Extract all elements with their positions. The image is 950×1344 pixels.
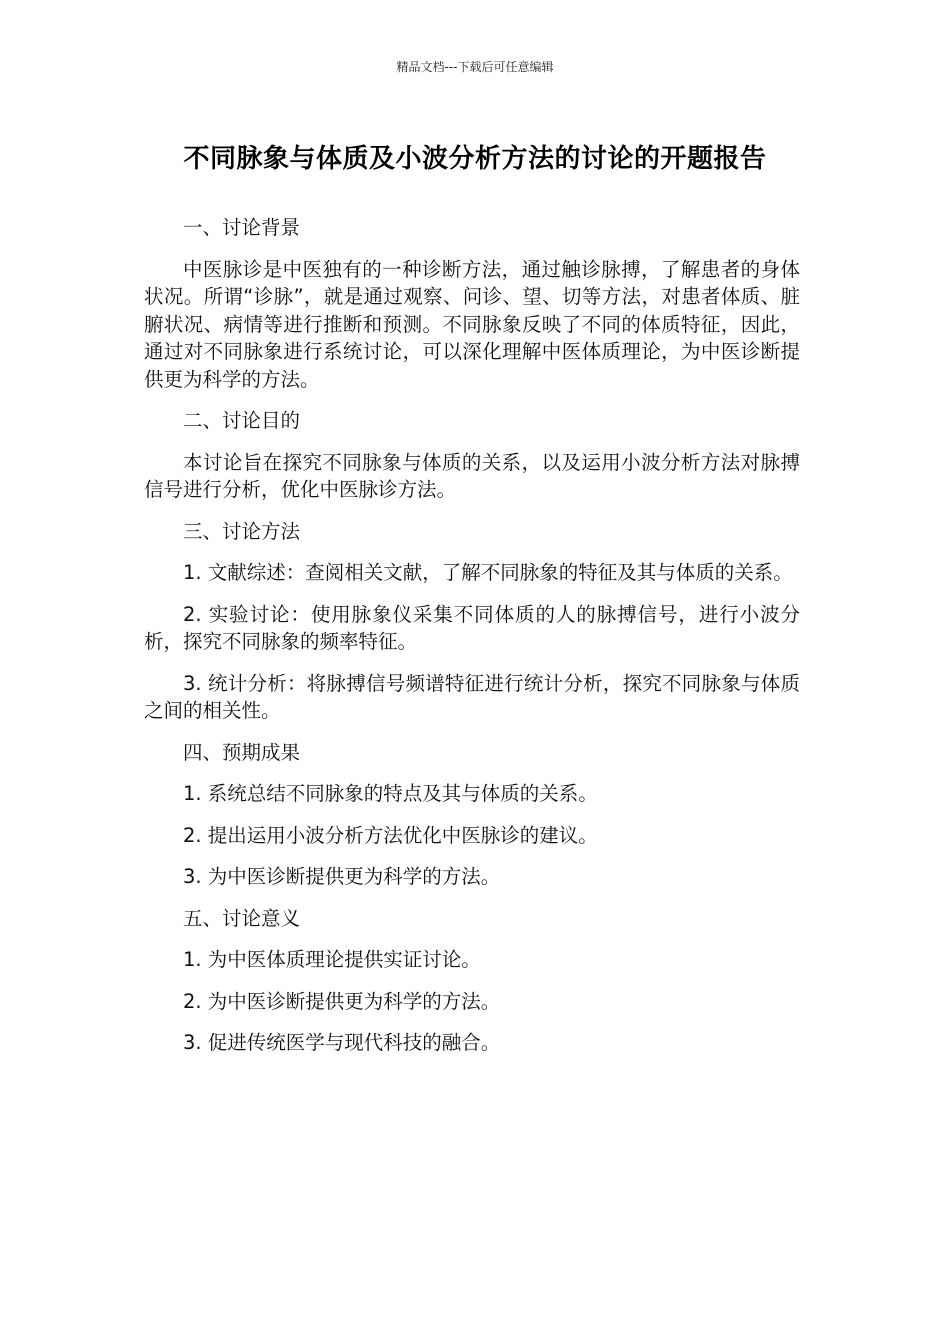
- list-item-significance-3: 3. 促进传统医学与现代科技的融合。: [183, 1031, 501, 1054]
- paragraph-purpose: 本讨论旨在探究不同脉象与体质的关系，以及运用小波分析方法对脉搏信号进行分析，优化中医脉诊方法。: [144, 450, 800, 501]
- list-item-method-3: 3. 统计分析：将脉搏信号频谱特征进行统计分析，探究不同脉象与体质之间的相关性。: [144, 671, 800, 722]
- section-heading-expected-results: 四、预期成果: [183, 740, 301, 764]
- document-title: 不同脉象与体质及小波分析方法的讨论的开题报告: [183, 144, 767, 174]
- list-item-method-1: 1. 文献综述：查阅相关文献，了解不同脉象的特征及其与体质的关系。: [183, 561, 793, 584]
- list-item-significance-1: 1. 为中医体质理论提供实证讨论。: [183, 948, 481, 971]
- list-item-result-3: 3. 为中医诊断提供更为科学的方法。: [183, 865, 501, 888]
- list-item-result-1: 1. 系统总结不同脉象的特点及其与体质的关系。: [183, 782, 598, 805]
- section-heading-purpose: 二、讨论目的: [183, 409, 301, 432]
- section-heading-background: 一、讨论背景: [183, 216, 301, 239]
- document-body: [144, 214, 800, 1071]
- list-item-method-2: 2. 实验讨论：使用脉象仪采集不同体质的人的脉搏信号，进行小波分析，探究不同脉象的频率特征。: [144, 602, 800, 653]
- list-item-significance-2: 2. 为中医诊断提供更为科学的方法。: [183, 989, 501, 1013]
- paragraph-background: 中医脉诊是中医独有的一种诊断方法，通过触诊脉搏，了解患者的身体状况。所谓“诊脉”，就是通过观察、问诊、望、切等方法，对患者体质、脏腑状况、病情等进行推断和预测。不同脉象反映了不同的体质特征，因此，通过对不同脉象进行系统讨论，可以深化理解中医体质理论，为中医诊断提供更为科学的方法。: [144, 257, 800, 391]
- header-note: 精品文档---下载后可任意编辑: [396, 60, 554, 74]
- list-item-result-2: 2. 提出运用小波分析方法优化中医脉诊的建议。: [183, 823, 598, 847]
- section-heading-significance: 五、讨论意义: [183, 906, 301, 930]
- section-heading-methods: 三、讨论方法: [183, 519, 301, 543]
